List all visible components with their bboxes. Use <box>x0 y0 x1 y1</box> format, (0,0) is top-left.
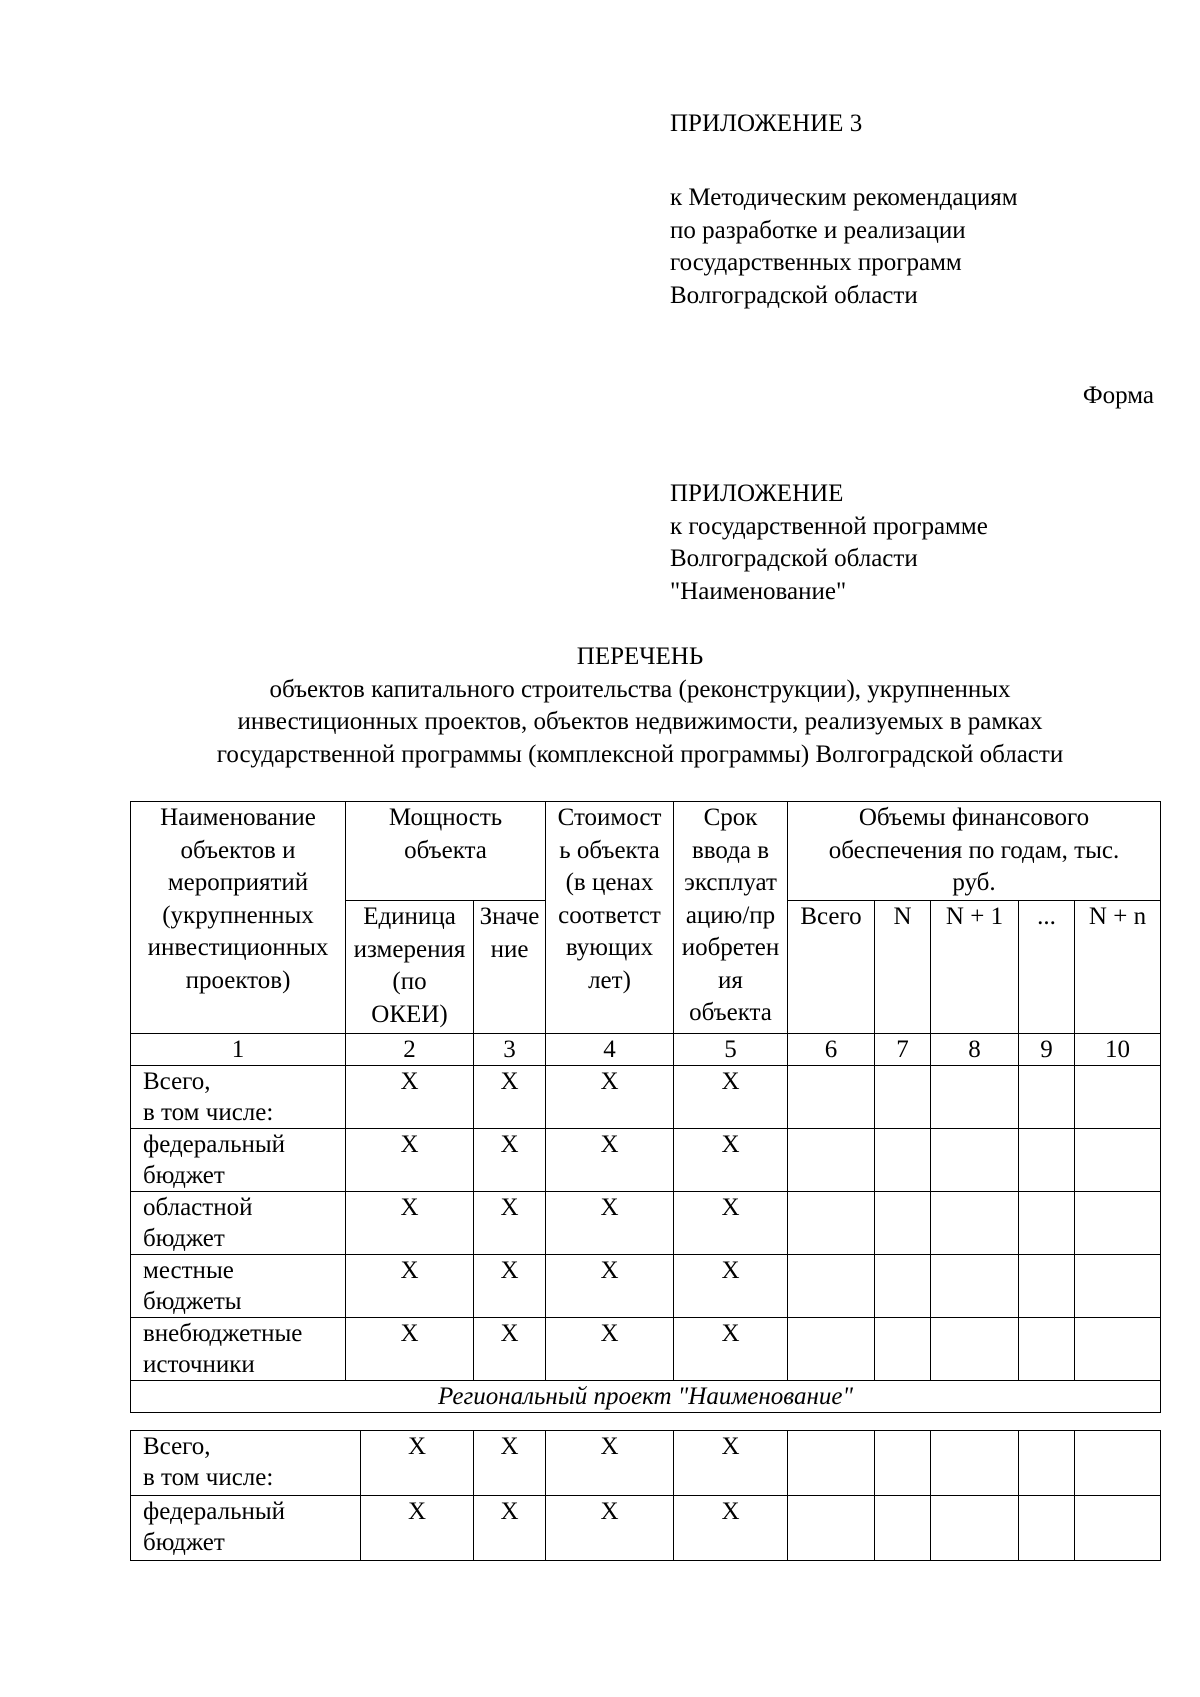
mark-cell: X <box>474 1431 546 1496</box>
header-year-n1: N + 1 <box>931 901 1019 1034</box>
mark-cell: X <box>546 1431 674 1496</box>
appendix-number: ПРИЛОЖЕНИЕ 3 <box>670 110 863 137</box>
document-title <box>130 641 1150 771</box>
header-object-name: Наименование объектов и мероприятий (укрупненных инвестиционных проектов) <box>131 802 346 1034</box>
column-number: 2 <box>346 1034 474 1066</box>
empty-cell <box>1075 1129 1161 1192</box>
mark-cell: X <box>674 1192 788 1255</box>
empty-cell <box>931 1066 1019 1129</box>
form-label: Форма <box>1082 382 1154 409</box>
header-value: Значе ние <box>474 901 546 1034</box>
mark-cell: X <box>361 1496 474 1561</box>
row-label: внебюджетные источники <box>131 1318 346 1381</box>
mark-cell: X <box>474 1129 546 1192</box>
row-label: областной бюджет <box>131 1192 346 1255</box>
header-financing: Объемы финансового обеспечения по годам, тыс. руб. <box>788 802 1161 901</box>
column-number: 3 <box>474 1034 546 1066</box>
empty-cell <box>788 1066 875 1129</box>
column-number: 1 <box>131 1034 346 1066</box>
row-label: Всего, в том числе: <box>131 1066 346 1129</box>
empty-cell <box>931 1496 1019 1561</box>
mark-cell: X <box>346 1129 474 1192</box>
mark-cell: X <box>546 1192 674 1255</box>
column-number: 6 <box>788 1034 875 1066</box>
table-row <box>131 1431 1161 1496</box>
empty-cell <box>788 1255 875 1318</box>
column-number: 8 <box>931 1034 1019 1066</box>
title-heading: ПЕРЕЧЕНЬ <box>576 643 704 670</box>
empty-cell <box>875 1192 931 1255</box>
empty-cell <box>1075 1431 1161 1496</box>
empty-cell <box>1075 1496 1161 1561</box>
section-row <box>131 1381 1161 1413</box>
empty-cell <box>875 1431 931 1496</box>
empty-cell <box>931 1192 1019 1255</box>
mark-cell: X <box>546 1255 674 1318</box>
header-capacity: Мощность объекта <box>346 802 546 901</box>
header-year-total: Всего <box>788 901 875 1034</box>
empty-cell <box>788 1192 875 1255</box>
empty-cell <box>1075 1318 1161 1381</box>
column-number: 4 <box>546 1034 674 1066</box>
header-unit: Единица измерения (по ОКЕИ) <box>346 901 474 1034</box>
empty-cell <box>1019 1496 1075 1561</box>
appendix-reference <box>670 182 1018 312</box>
mark-cell: X <box>674 1129 788 1192</box>
program-appendix-line: к государственной программе <box>670 512 988 540</box>
row-label: федеральный бюджет <box>131 1496 361 1561</box>
row-label: федеральный бюджет <box>131 1129 346 1192</box>
empty-cell <box>875 1255 931 1318</box>
table-row <box>131 1129 1161 1192</box>
title-line: инвестиционных проектов, объектов недвижимости, реализуемых в рамках <box>237 708 1043 735</box>
column-numbers-row <box>131 1034 1161 1066</box>
mark-cell: X <box>474 1318 546 1381</box>
empty-cell <box>788 1318 875 1381</box>
empty-cell <box>875 1129 931 1192</box>
mark-cell: X <box>546 1318 674 1381</box>
empty-cell <box>931 1431 1019 1496</box>
mark-cell: X <box>546 1066 674 1129</box>
empty-cell <box>875 1496 931 1561</box>
mark-cell: X <box>474 1192 546 1255</box>
empty-cell <box>931 1318 1019 1381</box>
section-title: Региональный проект "Наименование" <box>131 1381 1161 1413</box>
empty-cell <box>1075 1255 1161 1318</box>
empty-cell <box>1019 1129 1075 1192</box>
empty-cell <box>1019 1192 1075 1255</box>
empty-cell <box>1075 1066 1161 1129</box>
mark-cell: X <box>474 1066 546 1129</box>
mark-cell: X <box>346 1255 474 1318</box>
empty-cell <box>1019 1318 1075 1381</box>
header-year-ellipsis: ... <box>1019 901 1075 1034</box>
row-label: местные бюджеты <box>131 1255 346 1318</box>
reference-line: государственных программ <box>670 249 962 276</box>
mark-cell: X <box>474 1255 546 1318</box>
mark-cell: X <box>674 1255 788 1318</box>
empty-cell <box>875 1066 931 1129</box>
program-appendix <box>670 478 988 608</box>
title-line: объектов капитального строительства (реконструкции), укрупненных <box>269 675 1011 703</box>
empty-cell <box>1019 1066 1075 1129</box>
empty-cell <box>1019 1255 1075 1318</box>
table-row <box>131 1496 1161 1561</box>
header-year-nn: N + n <box>1075 901 1161 1034</box>
row-label: Всего, в том числе: <box>131 1431 361 1496</box>
column-number: 5 <box>674 1034 788 1066</box>
column-number: 9 <box>1019 1034 1075 1066</box>
mark-cell: X <box>474 1496 546 1561</box>
section-table <box>130 1430 1161 1561</box>
table-row <box>131 1066 1161 1129</box>
table-row <box>131 1318 1161 1381</box>
program-appendix-line: Волгоградской области <box>670 545 918 572</box>
empty-cell <box>931 1129 1019 1192</box>
mark-cell: X <box>361 1431 474 1496</box>
empty-cell <box>875 1318 931 1381</box>
reference-line: к Методическим рекомендациям <box>670 184 1018 211</box>
empty-cell <box>788 1431 875 1496</box>
mark-cell: X <box>674 1066 788 1129</box>
empty-cell <box>1019 1431 1075 1496</box>
header-commissioning-term: Срок ввода в эксплуат ацию/пр иобретен ия объекта <box>674 802 788 1034</box>
empty-cell <box>1075 1192 1161 1255</box>
program-appendix-title: ПРИЛОЖЕНИЕ <box>670 480 844 507</box>
column-number: 10 <box>1075 1034 1161 1066</box>
program-appendix-line: "Наименование" <box>670 577 847 605</box>
empty-cell <box>788 1496 875 1561</box>
reference-line: Волгоградской области <box>670 281 918 309</box>
column-number: 7 <box>875 1034 931 1066</box>
empty-cell <box>931 1255 1019 1318</box>
header-cost: Стоимост ь объекта (в ценах соответст вующих лет) <box>546 802 674 1034</box>
title-line: государственной программы (комплексной программы) Волгоградской области <box>216 740 1064 768</box>
objects-table <box>130 801 1161 1413</box>
mark-cell: X <box>674 1496 788 1561</box>
mark-cell: X <box>546 1496 674 1561</box>
header-year-n: N <box>875 901 931 1034</box>
mark-cell: X <box>674 1318 788 1381</box>
mark-cell: X <box>346 1192 474 1255</box>
mark-cell: X <box>674 1431 788 1496</box>
empty-cell <box>788 1129 875 1192</box>
mark-cell: X <box>346 1066 474 1129</box>
mark-cell: X <box>346 1318 474 1381</box>
mark-cell: X <box>546 1129 674 1192</box>
table-row <box>131 1192 1161 1255</box>
table-row <box>131 1255 1161 1318</box>
reference-line: по разработке и реализации <box>670 216 966 244</box>
